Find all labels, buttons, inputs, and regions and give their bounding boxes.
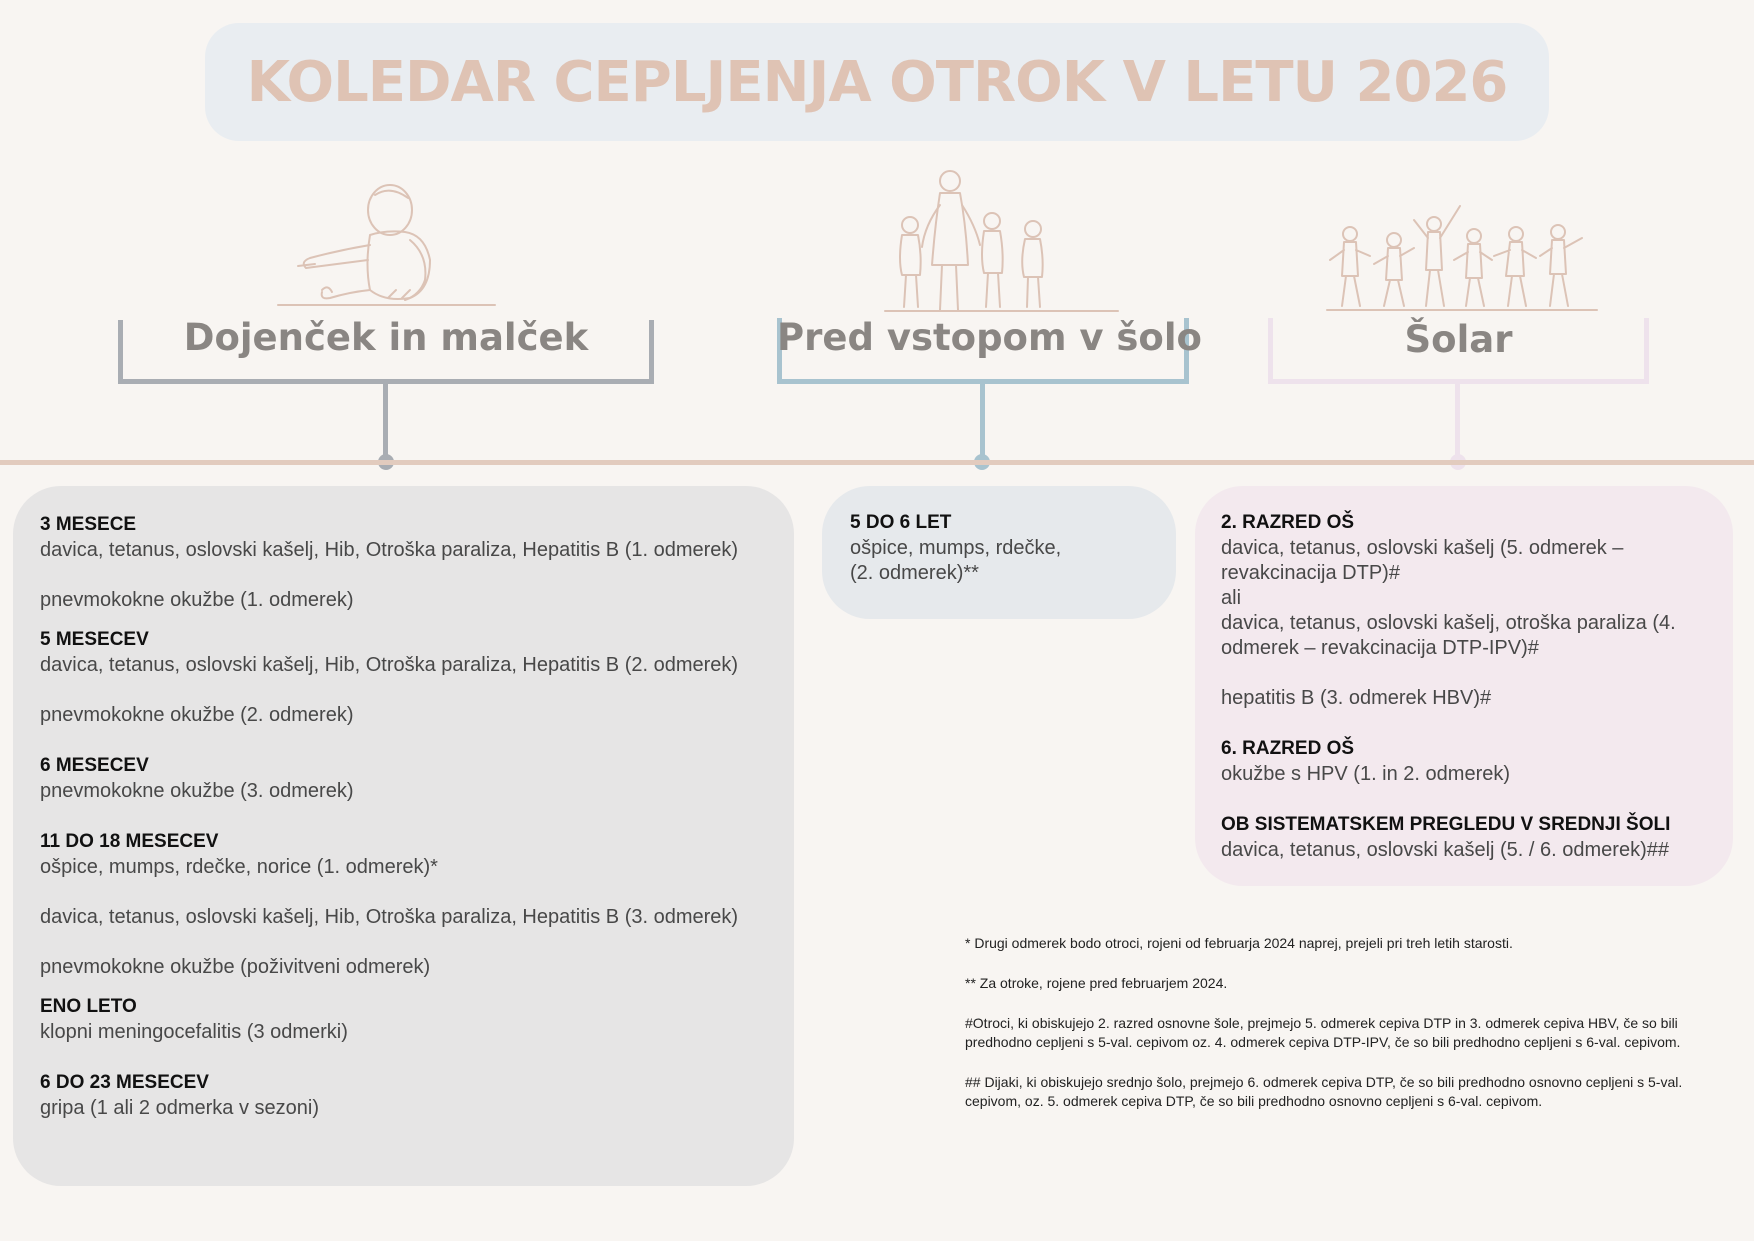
- section-line: (2. odmerek)**: [850, 562, 979, 584]
- schedule-section-2nd-grade: [1221, 510, 1733, 711]
- title-banner: [205, 23, 1549, 141]
- group-label-schoolchild: Šolar: [1404, 318, 1513, 361]
- section-line: pnevmokokne okužbe (1. odmerek): [40, 589, 354, 611]
- footnote: * Drugi odmerek bodo otroci, rojeni od februarja 2024 naprej, prejeli pri treh letih starosti.: [965, 935, 1513, 951]
- section-line: odmerek – revakcinacija DTP-IPV)#: [1221, 637, 1539, 659]
- section-line: davica, tetanus, oslovski kašelj (5. odmerek –: [1221, 537, 1624, 559]
- stem-schoolchild: [1455, 380, 1460, 460]
- section-line: davica, tetanus, oslovski kašelj, Hib, Otroška paraliza, Hepatitis B (1. odmerek): [40, 539, 739, 561]
- section-line: ošpice, mumps, rdečke,: [850, 537, 1062, 559]
- section-heading: OB SISTEMATSKEM PREGLEDU V SREDNJI ŠOLI: [1221, 814, 1671, 835]
- schedule-section-6th-grade: [1221, 736, 1733, 787]
- schedule-section-11-18-months: [40, 829, 794, 980]
- footnote: ** Za otroke, rojene pred februarjem 2024.: [965, 975, 1228, 991]
- section-line: hepatitis B (3. odmerek HBV)#: [1221, 687, 1492, 709]
- section-line: ali: [1221, 587, 1242, 609]
- section-heading: 11 DO 18 MESECEV: [40, 831, 219, 852]
- group-label-infant: Dojenček in malček: [183, 316, 589, 359]
- card-preschool-schedule: [822, 486, 1176, 619]
- section-line: klopni meningocefalitis (3 odmerki): [40, 1021, 348, 1043]
- section-line: davica, tetanus, oslovski kašelj, otroška paraliza (4.: [1221, 612, 1676, 634]
- section-heading: ENO LETO: [40, 996, 137, 1017]
- section-line: revakcinacija DTP)#: [1221, 562, 1400, 584]
- schedule-section-one-year: [40, 994, 794, 1045]
- section-line: pnevmokokne okužbe (poživitveni odmerek): [40, 956, 431, 978]
- section-line: pnevmokokne okužbe (2. odmerek): [40, 704, 354, 726]
- section-heading: 2. RAZRED OŠ: [1221, 512, 1355, 533]
- section-heading: 6. RAZRED OŠ: [1221, 738, 1355, 759]
- page-title: KOLEDAR CEPLJENJA OTROK V LETU 2026: [246, 49, 1508, 115]
- section-line: pnevmokokne okužbe (3. odmerek): [40, 780, 354, 802]
- schedule-section-3-months: [40, 512, 794, 613]
- section-line: davica, tetanus, oslovski kašelj, Hib, Otroška paraliza, Hepatitis B (2. odmerek): [40, 654, 739, 676]
- baby-illustration-icon: [270, 180, 500, 310]
- section-line: ošpice, mumps, rdečke, norice (1. odmerek)*: [40, 856, 438, 878]
- schedule-section-6-months: [40, 753, 794, 804]
- section-line: davica, tetanus, oslovski kašelj, Hib, Otroška paraliza, Hepatitis B (3. odmerek): [40, 906, 739, 928]
- stem-infant: [383, 380, 388, 460]
- schedule-section-6-23-months: [40, 1070, 794, 1121]
- section-heading: 3 MESECE: [40, 514, 137, 535]
- schedule-section-5-6-years: [850, 510, 1176, 586]
- section-heading: 5 DO 6 LET: [850, 512, 952, 533]
- group-label-preschool: Pred vstopom v šolo: [777, 316, 1202, 359]
- section-line: davica, tetanus, oslovski kašelj (5. / 6. odmerek)##: [1221, 839, 1669, 861]
- card-schoolchild-schedule: [1195, 486, 1733, 886]
- section-heading: 6 DO 23 MESECEV: [40, 1072, 209, 1093]
- stem-preschool: [980, 380, 985, 460]
- card-infant-schedule: [13, 486, 794, 1186]
- section-line: okužbe s HPV (1. in 2. odmerek): [1221, 763, 1511, 785]
- footnote: ## Dijaki, ki obiskujejo srednjo šolo, prejmejo 6. odmerek cepiva DTP, če so bili predhodno osnovno cepljeni s 5-val. cepivom, oz. 5. odmerek cepiva DTP, če so bili predhodno osnovno cepljeni s 6-val. cepivom.: [965, 1074, 1683, 1109]
- timeline: [0, 460, 1754, 465]
- section-heading: 6 MESECEV: [40, 755, 149, 776]
- section-heading: 5 MESECEV: [40, 629, 149, 650]
- running-schoolchildren-illustration-icon: [1322, 198, 1602, 313]
- footnote: #Otroci, ki obiskujejo 2. razred osnovne šole, prejmejo 5. odmerek cepiva DTP in 3. odmerek cepiva HBV, če so bili predhodno cepljeni s 5-val. cepivom oz. 4. odmerek cepiva DTP-IPV, če so bili predhodno cepljeni s 6-val. cepivom.: [965, 1015, 1681, 1050]
- section-line: gripa (1 ali 2 odmerka v sezoni): [40, 1097, 320, 1119]
- schedule-section-5-months: [40, 627, 794, 728]
- footnotes: [965, 934, 1727, 1132]
- mother-children-illustration-icon: [880, 165, 1120, 315]
- schedule-section-high-school: [1221, 812, 1733, 863]
